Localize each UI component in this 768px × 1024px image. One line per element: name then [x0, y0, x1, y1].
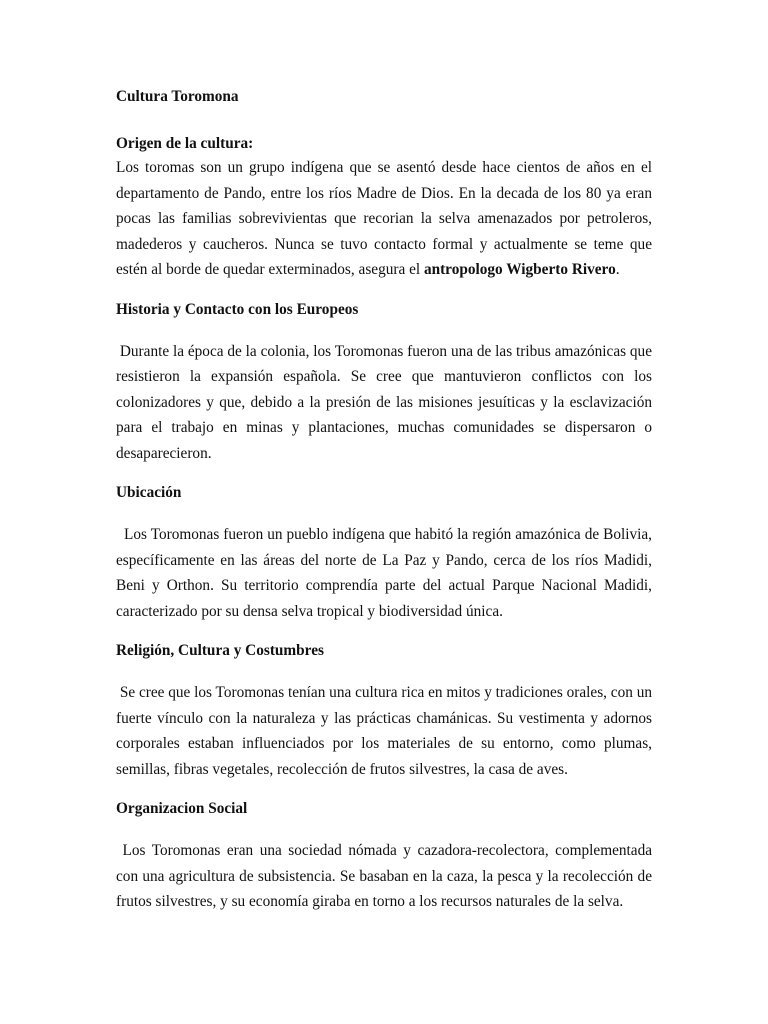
section-paragraph-origen	[116, 155, 652, 283]
paragraph-bold-name: antropologo Wigberto Rivero	[423, 261, 616, 278]
section-paragraph-organizacion: Los Toromonas eran una sociedad nómada y cazadora-recolectora, complementada con una agricultura de subsistencia. Se basaban en la caza, la pesca y la recolección de frutos silvestres, y su economía giraba en torno a los recursos naturales de la selva.	[116, 842, 656, 910]
section-paragraph-historia: Durante la época de la colonia, los Toromonas fueron una de las tribus amazónicas que resistieron la expansión española. Se cree que mantuvieron conflictos con los colonizadores y que, debido a la presión de las misiones jesuíticas y la esclavización para el trabajo en minas y plantaciones, muchas comunidades se dispersaron o desaparecieron.	[116, 342, 656, 462]
section-heading-origen: Origen de la cultura:	[116, 135, 254, 152]
section-heading-religion: Religión, Cultura y Costumbres	[116, 642, 324, 659]
section-heading-historia: Historia y Contacto con los Europeos	[116, 300, 359, 318]
section-paragraph-religion: Se cree que los Toromonas tenían una cultura rica en mitos y tradiciones orales, con un fuerte vínculo con la naturaleza y las prácticas chamánicas. Su vestimenta y adornos corporales estaban influenciados por los materiales de su entorno, como plumas, semillas, fibras vegetales, recolección de frutos silvestres, la casa de aves.	[116, 684, 656, 778]
section-heading-organizacion: Organizacion Social	[116, 800, 248, 817]
paragraph-text-end: .	[615, 261, 620, 278]
section-paragraph-ubicacion: Los Toromonas fueron un pueblo indígena que habitó la región amazónica de Bolivia, específicamente en las áreas del norte de La Paz y Pando, cerca de los ríos Madidi, Beni y Orthon. Su territorio comprendía parte del actual Parque Nacional Madidi, caracterizado por su densa selva tropical y biodiversidad única.	[116, 526, 656, 620]
section-heading-ubicacion: Ubicación	[116, 484, 182, 501]
document-title: Cultura Toromona	[116, 88, 239, 105]
paragraph-text: Los toromas son un grupo indígena que se asentó desde hace cientos de años en el departamento de Pando, entre los ríos Madre de Dios. En la decada de los 80 ya eran pocas las familias sobrevivientas que recorian la selva amenazados por petroleros, madederos y caucheros. Nunca se tuvo contacto formal y actualmente se teme que estén al borde de quedar exterminados, asegura el	[116, 159, 652, 278]
document-page	[116, 86, 656, 915]
